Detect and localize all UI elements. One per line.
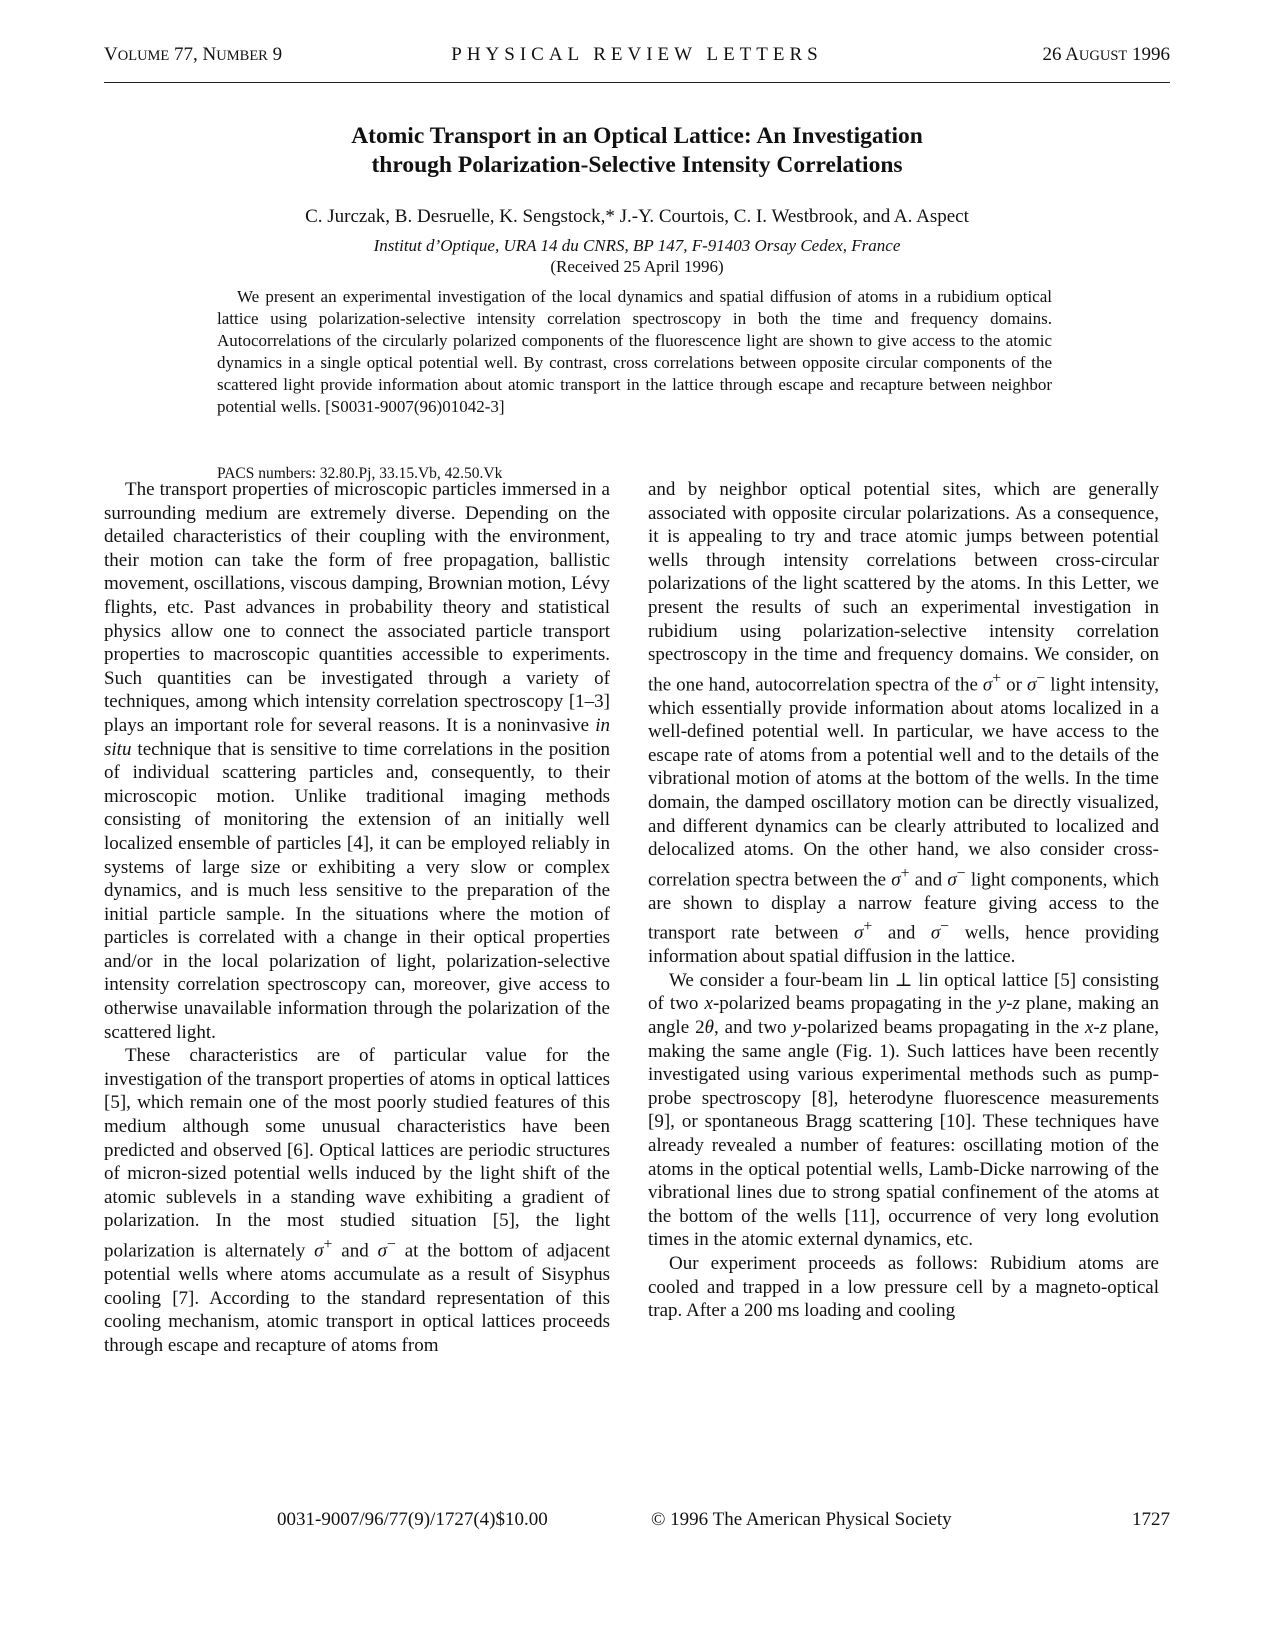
- abstract: We present an experimental investigation of the local dynamics and spatial diffusion of atoms in a rubidium optical lattice using polarization-selective intensity correlation spectroscopy in both the time and frequency domains. Autocorrelations of the circularly polarized components of the fluorescence light are shown to give access to the atomic dynamics in a single optical potential well. By contrast, cross correlations between opposite circular components of the scattered light provide information about atomic transport in the lattice through escape and recapture between neighbor potential wells. [S0031-9007(96)01042-3]: [217, 287, 1052, 416]
- left-column: [104, 478, 610, 1357]
- paragraph: The transport properties of microscopic particles immersed in a surrounding medium are extremely diverse. Depending on the detailed characteristics of their coupling with the environment, their motion can take the form of free propagation, ballistic movement, oscillations, viscous damping, Brownian motion, Lévy flights, etc. Past advances in probability theory and statistical physics allow one to connect the associated particle transport properties to macroscopic quantities accessible to experiments. Such quantities can be investigated through a variety of techniques, among which intensity correlation spectroscopy [1–3] plays an important role for several reasons. It is a noninvasive in situ technique that is sensitive to time correlations in the position of individual scattering particles and, consequently, to their microscopic motion. Unlike traditional imaging methods consisting of monitoring the extension of an initially well localized ensemble of particles [4], it can be employed reliably in systems of large size or exhibiting a very slow or complex dynamics, and is much less sensitive to the preparation of the initial particle sample. In the situations where the motion of particles is correlated with a change in their optical properties and/or in the local polarization of light, polarization-selective intensity correlation spectroscopy can, moreover, give access to otherwise unavailable information through the polarization of the scattered light.: [104, 479, 610, 1043]
- pacs-numbers: PACS numbers: 32.80.Pj, 33.15.Vb, 42.50.Vk: [217, 465, 503, 482]
- paragraph: These characteristics are of particular value for the investigation of the transport properties of atoms in optical lattices [5], which remain one of the most poorly studied features of this medium although some unusual characteristics have been predicted and observed [6]. Optical lattices are periodic structures of micron-sized potential wells induced by the light shift of the atomic sublevels in a standing wave exhibiting a gradient of polarization. In the most studied situation [5], the light polarization is alternately σ+ and σ− at the bottom of adjacent potential wells where atoms accumulate as a result of Sisyphus cooling [7]. According to the standard representation of this cooling mechanism, atomic transport in optical lattices proceeds through escape and recapture of atoms from: [104, 1045, 610, 1356]
- paragraph: and by neighbor optical potential sites, which are generally associated with opposite circular polarizations. As a consequence, it is appealing to try and trace atomic jumps between potential wells through intensity correlations between cross-circular polarizations of the light scattered by the atoms. In this Letter, we present the results of such an experimental investigation in rubidium using polarization-selective intensity correlation spectroscopy in the time and frequency domains. We consider, on the one hand, autocorrelation spectra of the σ+ or σ− light intensity, which essentially provide information about atoms localized in a well-defined potential well. In particular, we have access to the escape rate of atoms from a potential well and to the details of the vibrational motion of atoms at the bottom of the wells. In the time domain, the damped oscillatory motion can be directly visualized, and different dynamics can be clearly attributed to localized and delocalized atoms. On the other hand, we also consider cross-correlation spectra between the σ+ and σ− light components, which are shown to display a narrow feature giving access to the transport rate between σ+ and σ− wells, hence providing information about spatial diffusion in the lattice.: [648, 479, 1160, 968]
- title-line-1: Atomic Transport in an Optical Lattice: An Investigation: [351, 123, 923, 149]
- authors: C. Jurczak, B. Desruelle, K. Sengstock,* J.-Y. Courtois, C. I. Westbrook, and A. Aspect: [305, 206, 969, 227]
- volume-number: VOLUME 77, NUMBER 9: [104, 44, 283, 65]
- journal-name: PHYSICAL REVIEW LETTERS: [451, 44, 823, 65]
- article-code: 0031-9007/96/77(9)/1727(4)$10.00: [277, 1509, 548, 1530]
- issue-date: 26 AUGUST 1996: [1042, 44, 1170, 65]
- received-date: (Received 25 April 1996): [550, 257, 724, 276]
- paper-title: [104, 122, 1170, 180]
- page-number: 1727: [1132, 1509, 1170, 1530]
- right-column: [648, 478, 1159, 1323]
- paragraph: Our experiment proceeds as follows: Rubidium atoms are cooled and trapped in a low pressure cell by a magneto-optical trap. After a 200 ms loading and cooling: [648, 1252, 1159, 1322]
- copyright: © 1996 The American Physical Society: [651, 1509, 952, 1530]
- affiliation: Institut d’Optique, URA 14 du CNRS, BP 147, F-91403 Orsay Cedex, France: [373, 236, 901, 255]
- header-rule: [104, 82, 1170, 83]
- paragraph: We consider a four-beam lin ⊥ lin optical lattice [5] consisting of two x-polarized beams propagating in the y-z plane, making an angle 2θ, and two y-polarized beams propagating in the x-z plane, making the same angle (Fig. 1). Such lattices have been recently investigated using various experimental methods such as pump-probe spectroscopy [8], heterodyne fluorescence measurements [9], or spontaneous Bragg scattering [10]. These techniques have already revealed a number of features: oscillating motion of the atoms in the optical potential wells, Lamb-Dicke narrowing of the vibrational lines due to strong spatial confinement of the atoms at the bottom of the wells [11], occurrence of very long evolution times in the atomic external dynamics, etc.: [648, 969, 1160, 1251]
- title-line-2: through Polarization-Selective Intensity Correlations: [371, 152, 903, 178]
- running-header: [104, 44, 1170, 72]
